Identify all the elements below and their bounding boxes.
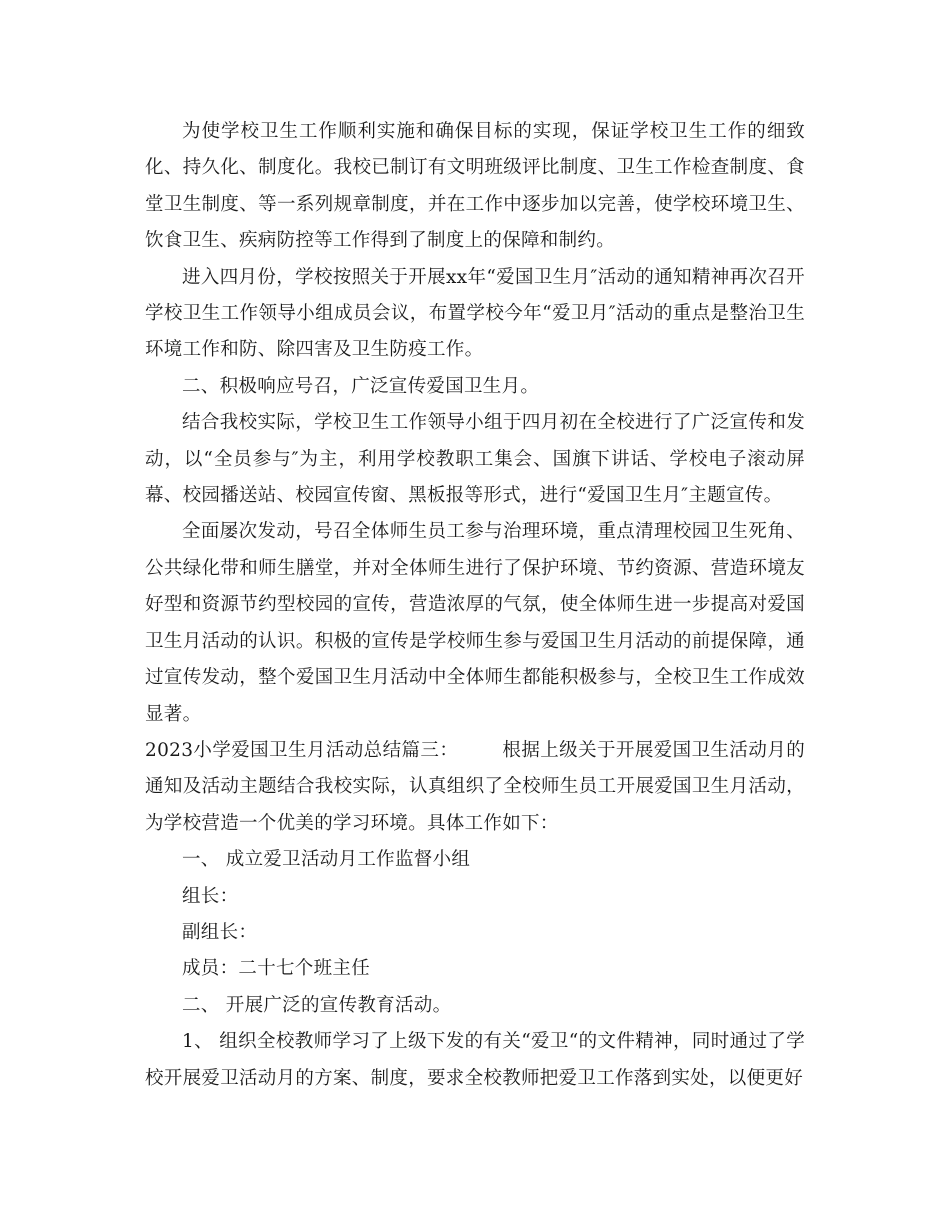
paragraph: 进入四月份，学校按照关于开展xx年“爱国卫生月″活动的通知精神再次召开学校卫生工作领导小组成员会议，布置学校今年“爱卫月″活动的重点是整治卫生环境工作和防、除四害及卫生防疫工作。: [145, 266, 805, 361]
paragraph: 全面屡次发动，号召全体师生员工参与治理环境，重点清理校园卫生死角、公共绿化带和师生膳堂，并对全体师生进行了保护环境、节约资源、营造环境友好型和资源节约型校园的宣传，营造浓厚的气氛，使全体师生进一步提高对爱国卫生月活动的认识。积极的宣传是学校师生参与爱国卫生月活动的前提保障，通过宣传发动，整个爱国卫生月活动中全体师生都能积极参与，全校卫生工作成效显著。: [145, 521, 805, 725]
paragraph: 为使学校卫生工作顺利实施和确保目标的实现，保证学校卫生工作的细致化、持久化、制度化。我校已制订有文明班级评比制度、卫生工作检查制度、食堂卫生制度、等一系列规章制度，并在工作中逐步加以完善，使学校环境卫生、饮食卫生、疾病防控等工作得到了制度上的保障和制约。: [145, 121, 805, 252]
list-item: 一、 成立爱卫活动月工作监督小组: [182, 849, 471, 871]
section-heading: 2023小学爱国卫生月活动总结篇三：: [145, 739, 459, 761]
section-body: 根据上级关于开展爱国卫生活动月的通知及活动主题结合我校实际，认真组织了全校师生员工开展爱国卫生月活动，为学校营造一个优美的学习环境。具体工作如下：: [145, 739, 805, 834]
paragraph: 1、 组织全校教师学习了上级下发的有关“爱卫“的文件精神，同时通过了学校开展爱卫活动月的方案、制度，要求全校教师把爱卫工作落到实处，以便更好: [145, 1031, 805, 1089]
list-item: 成员：二十七个班主任: [182, 958, 371, 980]
list-item: 副组长：: [182, 921, 258, 943]
paragraph: 结合我校实际，学校卫生工作领导小组于四月初在全校进行了广泛宣传和发动，以“全员参与″为主，利用学校教职工集会、国旗下讲话、学校电子滚动屏幕、校园播送站、校园宣传窗、黑板报等形式，进行“爱国卫生月″主题宣传。: [145, 412, 805, 507]
list-item: 组长：: [182, 885, 239, 907]
list-item: 二、 开展广泛的宣传教育活动。: [182, 994, 452, 1016]
paragraph: 二、积极响应号召，广泛宣传爱国卫生月。: [182, 375, 540, 397]
section-paragraph: [145, 733, 805, 842]
document-body: [145, 114, 805, 1097]
